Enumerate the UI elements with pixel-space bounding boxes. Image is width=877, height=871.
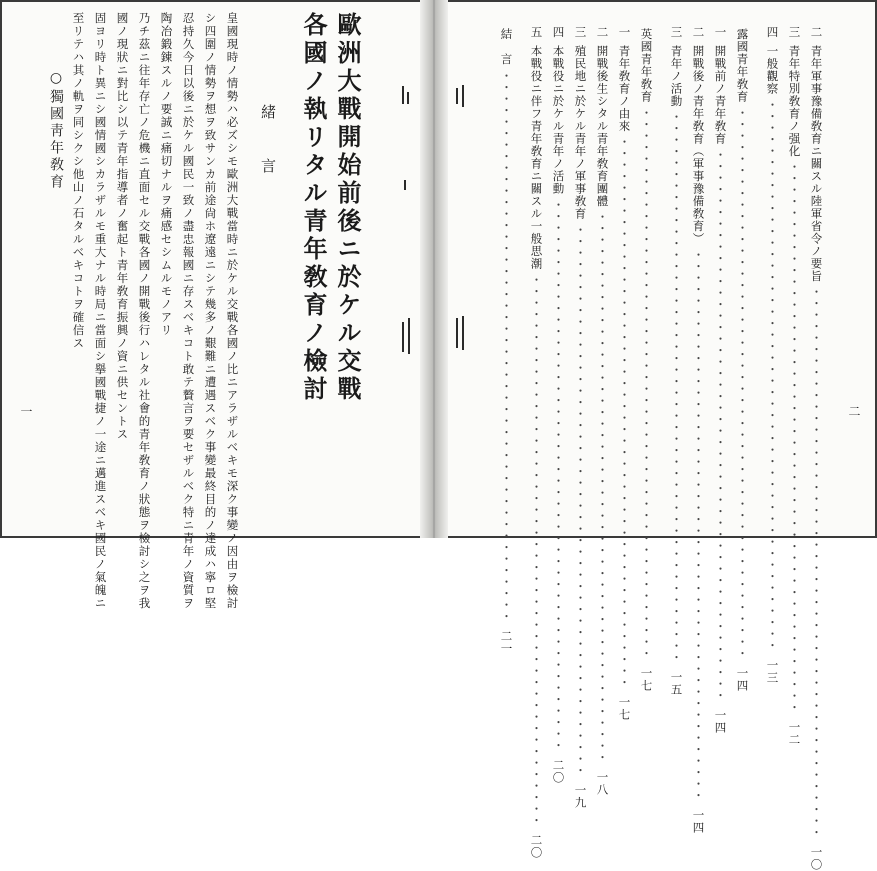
body-line: シ四圍ノ情勢ヲ想ヲ致サンカ前途尙ホ遼遠ニシテ幾多ノ艱難ニ遭遇スベク事變最終目的ノ達成ハ寧ロ堅: [203, 12, 218, 610]
body-line: 皇國現時ノ情勢ハ必ズシモ歐洲大戰當時ニ於ケル交戰各國ノ比ニアラザルベキモ深ク事變ノ因由ヲ檢討: [225, 12, 240, 610]
toc-number: 四: [765, 26, 780, 39]
scan-mark: [462, 85, 464, 107]
toc-leader-dots: ・・・・・・・・・・・・・・・・・・・・・・・・・・・・・・・・・・・・・・・・・・・・・・・・: [617, 136, 632, 688]
toc-title: 青年敎育ノ由來: [617, 44, 632, 132]
title-line-1: 歐洲大戰開始前後ニ於ケル交戰: [333, 12, 362, 404]
body-line: 忍持久今日以後ニ於ケル國民一致ノ盡忠報國ニ存スベキコト敢テ贅言ヲ要セザルベク特ニ青年ノ資質ヲ: [181, 12, 196, 610]
toc-page-number: 一七: [639, 667, 654, 692]
book-gutter: [420, 0, 448, 538]
toc-title: 青年軍事豫備敎育ニ關スル陸軍省令ノ要旨: [809, 44, 824, 282]
scan-mark: [402, 86, 404, 104]
toc-page-number: 二〇: [551, 758, 566, 784]
scan-mark: [404, 180, 406, 190]
left-page: [0, 0, 420, 610]
toc-title: 青年ノ活動: [669, 44, 684, 107]
toc-leader-dots: ・・・・・・・・・・・・・・・・・・・・・・・・・・・・・・・・・・・・・・・・・・・・・・・・: [573, 223, 588, 776]
toc-page-number: 一九: [573, 783, 588, 809]
toc-title: 開戰前ノ青年敎育: [713, 44, 728, 145]
toc-entry: [735, 22, 750, 692]
toc-entry: [691, 26, 706, 834]
toc-page-number: 一五: [669, 671, 684, 696]
toc-entry: [669, 26, 684, 696]
toc-leader-dots: ・・・・・・・・・・・・・・・・・・・・・・・・・・・・・・・・・・・・・・・・・・・・・・・・: [639, 107, 654, 659]
toc-leader-dots: ・・・・・・・・・・・・・・・・・・・・・・・・・・・・・・・・・・・・・・・・・・・・・・・・: [499, 69, 514, 622]
toc-number: 三: [787, 26, 802, 39]
title-line-2: 各國ノ執リタル青年敎育ノ檢討: [299, 12, 328, 404]
toc-page-number: 一八: [595, 771, 610, 796]
toc-entry: [529, 26, 544, 859]
toc-number: 二: [595, 26, 610, 39]
toc-number: 一: [713, 26, 728, 39]
toc-number: 二: [691, 26, 706, 39]
toc-leader-dots: ・・・・・・・・・・・・・・・・・・・・・・・・・・・・・・・・・・・・・・・・・・・・・・・・: [551, 198, 566, 751]
body-line: 固ヨリ時ト異ニシ國情國シカラザルモ重大ナル時局ニ當面シ擧國戰捷ノ一途ニ邁進スベキ國民ノ氣魄ニ: [93, 12, 108, 610]
section-heading: 緒 言: [259, 104, 277, 185]
toc-leader-dots: ・・・・・・・・・・・・・・・・・・・・・・・・・・・・・・・・・・・・・・・・・・・・・・・・: [669, 111, 684, 663]
toc-leader-dots: ・・・・・・・・・・・・・・・・・・・・・・・・・・・・・・・・・・・・・・・・・・・・・・・・: [809, 286, 824, 838]
toc-title: 開戰後生シタル青年敎育團體: [595, 44, 610, 207]
scan-mark: [456, 88, 458, 104]
toc-page-number: 一〇: [809, 846, 824, 871]
toc-page-number: 二〇: [529, 833, 544, 859]
body-line: 乃チ茲ニ往年存亡ノ危機ニ直面セル交戰各國ノ開戰後行ハレタル社會的青年敎育ノ狀態ヲ檢討シ之ヲ我: [137, 12, 152, 610]
toc-number: 五: [529, 26, 544, 39]
next-section-heading: ○獨國靑年敎育: [48, 70, 64, 191]
toc-entry: [809, 26, 824, 871]
toc-page-number: 二一: [499, 629, 514, 655]
scan-mark: [462, 316, 464, 350]
toc-entry: [765, 26, 780, 684]
toc-number: 三: [573, 26, 588, 39]
toc-title: 開戰後ノ青年敎育（軍事豫備敎育）: [691, 44, 706, 245]
toc-leader-dots: ・・・・・・・・・・・・・・・・・・・・・・・・・・・・・・・・・・・・・・・・・・・・・・・・: [765, 98, 780, 651]
toc-title: 本戰役ニ伴フ青年敎育ニ關スル一般思潮: [529, 44, 544, 270]
scan-mark: [408, 318, 410, 354]
scan-mark: [402, 322, 404, 352]
toc-leader-dots: ・・・・・・・・・・・・・・・・・・・・・・・・・・・・・・・・・・・・・・・・・・・・・・・・: [595, 211, 610, 763]
toc-title: 本戰役ニ於ケル青年ノ活動: [551, 44, 566, 195]
toc-leader-dots: ・・・・・・・・・・・・・・・・・・・・・・・・・・・・・・・・・・・・・・・・・・・・・・・・: [691, 248, 706, 801]
body-line: 陶冶鍛錬スルノ要誠ニ痛切ナルヲ痛感セシムルモノアリ: [159, 12, 174, 337]
toc-leader-dots: ・・・・・・・・・・・・・・・・・・・・・・・・・・・・・・・・・・・・・・・・・・・・・・・・: [529, 273, 544, 826]
toc-entry: [617, 26, 632, 721]
toc-page-number: 一二: [787, 721, 802, 746]
toc-page-number: 一四: [691, 808, 706, 834]
toc-entry: [595, 26, 610, 796]
toc-leader-dots: ・・・・・・・・・・・・・・・・・・・・・・・・・・・・・・・・・・・・・・・・・・・・・・・・: [735, 107, 750, 659]
body-line: 國ノ現狀ニ對比シ以テ青年指導者ノ奮起ト青年敎育振興ノ資ニ供セントス: [115, 12, 130, 441]
scan-mark: [407, 92, 409, 104]
toc-number: 三: [669, 26, 684, 39]
toc-entry: [639, 22, 654, 692]
toc-page-number: 一七: [617, 696, 632, 721]
body-line: 至リテハ其ノ軌ヲ同シクシ他山ノ石タルベキコトヲ確信ス: [71, 12, 86, 350]
toc-number: 二: [809, 26, 824, 39]
toc-title: 一般觀察: [765, 44, 780, 95]
right-page: [448, 0, 877, 871]
toc-entry: [499, 22, 514, 655]
toc-entry: [713, 26, 728, 734]
page-number-right: 二: [847, 405, 861, 417]
toc-leader-dots: ・・・・・・・・・・・・・・・・・・・・・・・・・・・・・・・・・・・・・・・・・・・・・・・・: [713, 148, 728, 701]
toc-page-number: 一四: [735, 667, 750, 692]
toc-number: 一: [617, 26, 632, 39]
toc-entry: [551, 26, 566, 784]
toc-leader-dots: ・・・・・・・・・・・・・・・・・・・・・・・・・・・・・・・・・・・・・・・・・・・・・・・・: [787, 161, 802, 713]
toc-entry: [573, 26, 588, 809]
toc-page-number: 一三: [765, 658, 780, 684]
toc-title: 露國青年敎育: [735, 28, 750, 103]
toc-number: 四: [551, 26, 566, 39]
page-number-left: 一: [19, 405, 33, 417]
toc-page-number: 一四: [713, 708, 728, 734]
toc-entry: [787, 26, 802, 746]
toc-title: 青年特別敎育ノ强化: [787, 44, 802, 157]
toc-title: 英國青年敎育: [639, 28, 654, 103]
scan-mark: [456, 318, 458, 348]
toc-title: 結 言: [499, 28, 514, 66]
toc-title: 殖民地ニ於ケル青年ノ軍事敎育: [573, 44, 588, 220]
